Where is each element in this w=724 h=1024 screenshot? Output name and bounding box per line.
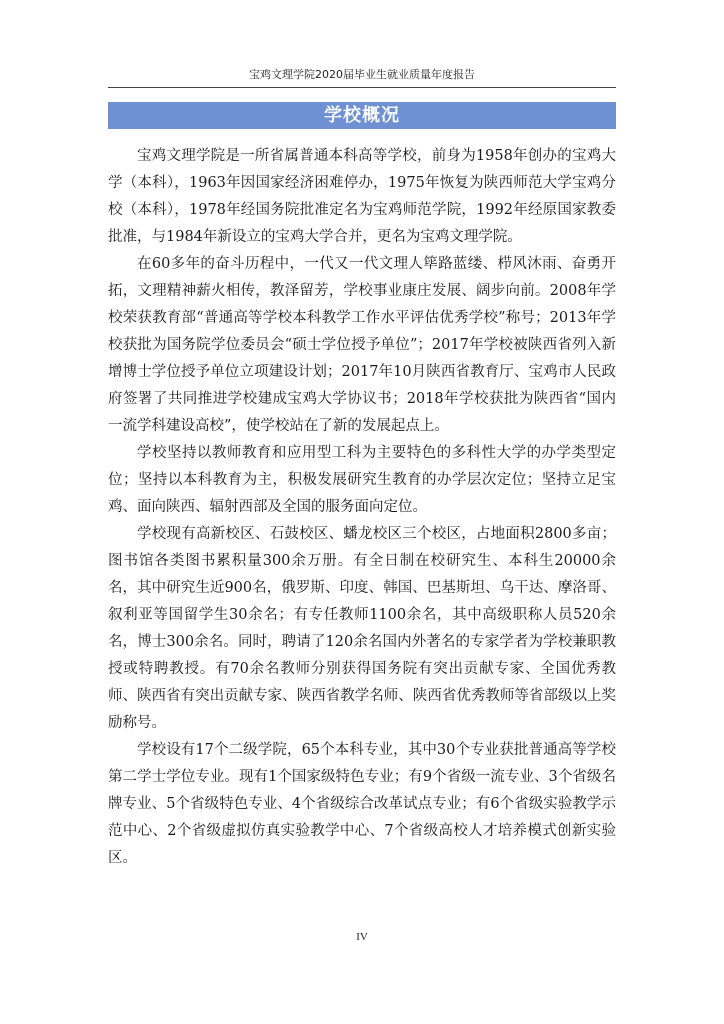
paragraph-history: 宝鸡文理学院是一所省属普通本科高等学校，前身为1958年创办的宝鸡大学（本科），1963年因国家经济困难停办，1975年恢复为陕西师范大学宝鸡分校（本科），1978年经国务院批准定名为宝鸡师范学院，1992年经原国家教委批准，与1984年新设立的宝鸡大学合并，更名为宝鸡文理学院。 [108,148,616,245]
paragraph-achievements: 在60多年的奋斗历程中，一代又一代文理人筚路蓝缕、栉风沐雨、奋勇开拓，文理精神薪火相传，教泽留芳，学校事业康庄发展、阔步向前。2008年学校荣获教育部“普通高等学校本科教学工作水平评估优秀学校”称号；2013年学校获批为国务院学位委员会“硕士学位授予单位”；2017年学校被陕西省列入新增博士学位授予单位立项建设计划；2017年10月陕西省教育厅、宝鸡市人民政府签署了共同推进学校建成宝鸡大学协议书；2018年学校获批为陕西省“国内一流学科建设高校”，使学校站在了新的发展起点上。 [108,256,616,434]
page-number: IV [356,931,368,943]
paragraph-campus-faculty: 学校现有高新校区、石鼓校区、蟠龙校区三个校区，占地面积2800多亩；图书馆各类图书累积量300余万册。有全日制在校研究生、本科生20000余名，其中研究生近900名，俄罗斯、印度、韩国、巴基斯坦、乌干达、摩洛哥、叙利亚等国留学生30余名；有专任教师1100余名，其中高级职称人员520余名，博士300余名。同时，聘请了120余名国内外著名的专家学者为学校兼职教授或特聘教授。有70余名教师分别获得国务院有突出贡献专家、全国优秀教师、陕西省有突出贡献专家、陕西省教学名师、陕西省优秀教师等省部级以上奖励称号。 [108,526,616,731]
paragraph-colleges-majors: 学校设有17个二级学院，65个本科专业，其中30个专业获批普通高等学校第二学士学位专业。现有1个国家级特色专业；有9个省级一流专业、3个省级名牌专业、5个省级特色专业、4个省级综合改革试点专业；有6个省级实验教学示范中心、2个省级虚拟仿真实验教学中心、7个省级高校人才培养模式创新实验区。 [108,742,616,866]
report-header: 宝鸡文理学院2020届毕业生就业质量年度报告 [108,67,616,88]
body-text [108,143,616,872]
section-title-banner: 学校概况 [108,102,616,129]
paragraph-positioning: 学校坚持以教师教育和应用型工科为主要特色的多科性大学的办学类型定位；坚持以本科教育为主，积极发展研究生教育的办学层次定位；坚持立足宝鸡、面向陕西、辐射西部及全国的服务面向定位。 [108,445,616,515]
